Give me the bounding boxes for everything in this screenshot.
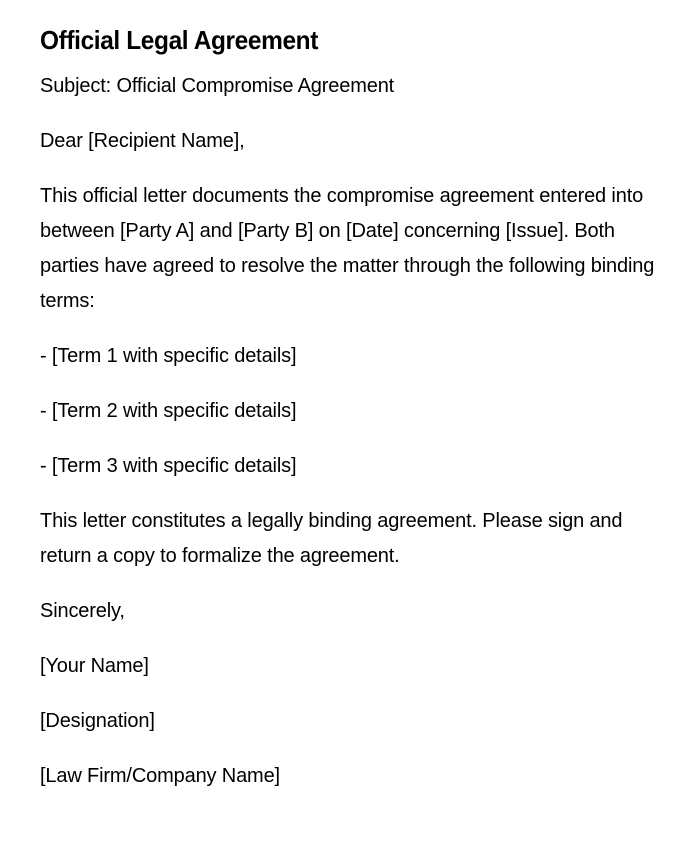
document-title: Official Legal Agreement: [40, 25, 319, 55]
subject-line: Subject: Official Compromise Agreement: [40, 75, 395, 97]
intro-paragraph: This official letter documents the compromise agreement entered into between [Party A] and [Party B] on [Date] concerning [Issue]. Both parties have agreed to resolve the matter through the following binding terms:: [40, 185, 655, 312]
salutation: Dear [Recipient Name],: [40, 130, 245, 152]
signature-name: [Your Name]: [40, 655, 149, 677]
term-item-3: - [Term 3 with specific details]: [40, 455, 297, 477]
sign-off: Sincerely,: [40, 600, 125, 622]
term-item-2: - [Term 2 with specific details]: [40, 400, 297, 422]
term-item-1: - [Term 1 with specific details]: [40, 345, 297, 367]
signature-organization: [Law Firm/Company Name]: [40, 765, 280, 787]
signature-designation: [Designation]: [40, 710, 155, 732]
closing-paragraph: This letter constitutes a legally binding agreement. Please sign and return a copy to formalize the agreement.: [40, 510, 623, 567]
